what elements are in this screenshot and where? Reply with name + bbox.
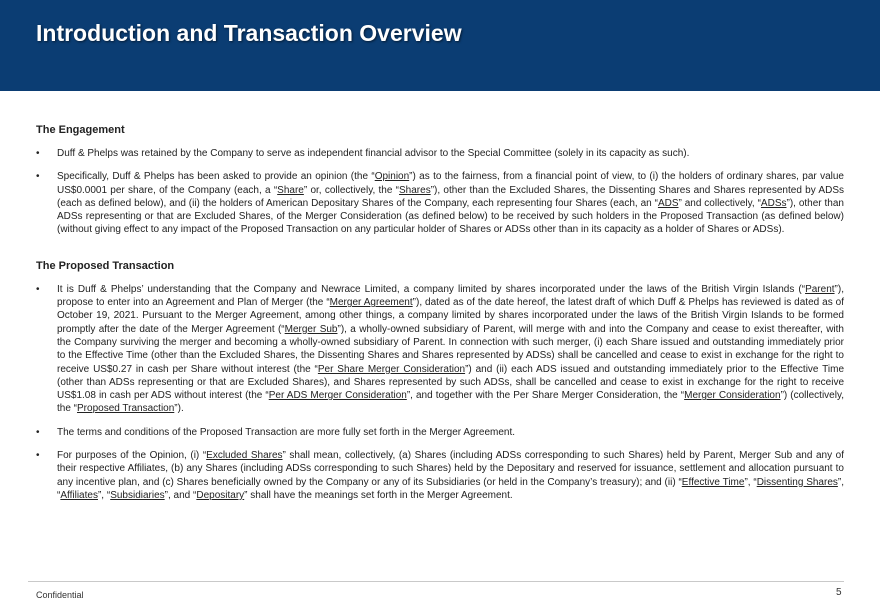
defined-term: Opinion [374,171,410,183]
text-segment: ” shall mean, collectively, (a) Shares (including ADSs corresponding to such Shares) held by Parent, Merger Sub and any of their respective Affiliates, (b) any Shares (including ADSs corresponding to such Shares) held by the Depositary and reserved for issuance, settlement and allocation pursuant to any incentive plan, and (c) Shares beneficially owned by the Company or any of its Subsidiaries (or held in the Company’s treasury); and (ii) “ [57,450,844,488]
defined-term: Merger Sub [284,323,338,335]
defined-term: Merger Agreement [329,297,413,309]
defined-term: Effective Time [681,476,745,488]
bullet-icon: • [36,171,40,183]
text-segment: ” shall have the meanings set forth in the Merger Agreement. [244,489,513,501]
text-segment: ” or, collectively, the “ [303,184,400,196]
list-item [36,426,844,439]
text-segment: ”, “ [57,476,844,501]
title-banner [0,0,880,91]
bullet-icon: • [36,426,40,438]
confidential-label: Confidential [36,590,84,600]
list-item [36,147,844,160]
bullet-text: Duff & Phelps was retained by the Company to serve as independent financial advisor to the Special Committee (solely in its capacity as such). [57,148,690,159]
list-item [36,170,844,236]
defined-term: ADSs [760,197,787,209]
text-segment: ”), dated as of the date hereof, the latest draft of which Duff & Phelps has reviewed is dated as of October 19, 2021. Pursuant to the Merger Agreement, among other things, a company limited by shares incorporated under the laws of the British Virgin Islands to be formed promptly after the date of the Merger Agreement (“ [57,297,845,335]
defined-term: Merger Consideration [684,390,781,402]
text-segment: ”) and (ii) each ADS issued and outstanding immediately prior to the Effective Time (other than ADSs representing or that are Excluded Shares), and Shares represented by such ADSs, shall be cancelled and cease to exist in exchange for the right to receive US$1.08 in cash per ADS without interest (the “ [57,363,844,402]
text-segment: ”), other than the Excluded Shares, the Dissenting Shares and Shares represented by ADSs (each as defined below), and (ii) the holders of American Depositary Shares of the Company, each representing four Shares (each, an “ [57,184,844,209]
defined-term: Parent [805,283,835,295]
text-segment: ”), a wholly-owned subsidiary of Parent, will merge with and into the Company and cease to exist thereafter, with the Company surviving the merger and becoming a wholly-owned subsidiary of Parent. In connection with such merger, (i) each Share issued and outstanding immediately prior to the Effective Time (other than the Excluded Shares, the Dissenting Shares and Shares represented by ADSs) shall be cancelled and cease to exist in exchange for the right to receive US$0.27 in cash per Share without interest (the “ [57,323,844,375]
bullet-icon: • [36,148,40,159]
bullet-text: The terms and conditions of the Proposed Transaction are more fully set forth in the Merger Agreement. [57,426,516,438]
text-segment: ”). [174,403,184,415]
section-heading-engagement: The Engagement [36,124,125,136]
text-segment: ”, “ [97,489,111,501]
bullet-text [57,171,844,235]
bullet-text [57,284,844,415]
footer-divider [28,581,844,582]
proposed-transaction-bullet-list [36,283,844,502]
text-segment: ”, “ [744,476,757,488]
defined-term: Shares [399,184,431,196]
defined-term: Depositary [196,489,245,501]
text-segment: ”), propose to enter into an Agreement and Plan of Merger (the “ [57,283,844,309]
list-item [36,449,844,502]
text-segment: ”), other than ADSs representing or that are Excluded Shares, of the Merger Consideration (as defined below) to be received by such holders in the Proposed Transaction (as defined below) (without giving effect to any impact of the Proposed Transaction on any particular holder of Shares or ADSs other than in its capacity as a holder of Shares or ADSs). [57,197,844,236]
engagement-bullet-list [36,147,844,237]
section-heading-proposed-transaction: The Proposed Transaction [36,259,175,272]
text-segment: ”) as to the fairness, from a financial point of view, to (i) the holders of ordinary shares, par value US$0.0001 per share, of the Company (each, a “ [57,171,844,196]
defined-term: ADS [657,197,679,209]
defined-term: Dissenting Shares [756,476,838,488]
text-segment: ” and collectively, “ [678,197,761,209]
defined-term: Per ADS Merger Consideration [268,390,407,402]
main-content [36,124,844,512]
defined-term: Subsidiaries [110,489,165,501]
page-number: 5 [836,587,842,598]
text-segment: ”, and together with the Per Share Merger Consideration, the “ [406,390,685,402]
defined-term: Excluded Shares [206,450,283,462]
defined-term: Affiliates [60,489,98,501]
defined-term: Proposed Transaction [77,403,175,415]
list-item [36,283,844,416]
text-segment: For purposes of the Opinion, (i) “ [57,450,207,462]
text-segment: Specifically, Duff & Phelps has been asked to provide an opinion (the “ [57,171,375,183]
defined-term: Share [277,184,304,196]
bullet-text [57,450,844,501]
text-segment: ”) (collectively, the “ [57,390,844,415]
text-segment: It is Duff & Phelps’ understanding that the Company and Newrace Limited, a company limited by shares incorporated under the laws of the British Virgin Islands (“ [57,283,806,295]
page-title: Introduction and Transaction Overview [36,20,462,46]
text-segment: ”, and “ [164,489,197,501]
defined-term: Per Share Merger Consideration [317,363,466,375]
bullet-icon: • [36,450,40,462]
bullet-icon: • [36,283,40,295]
